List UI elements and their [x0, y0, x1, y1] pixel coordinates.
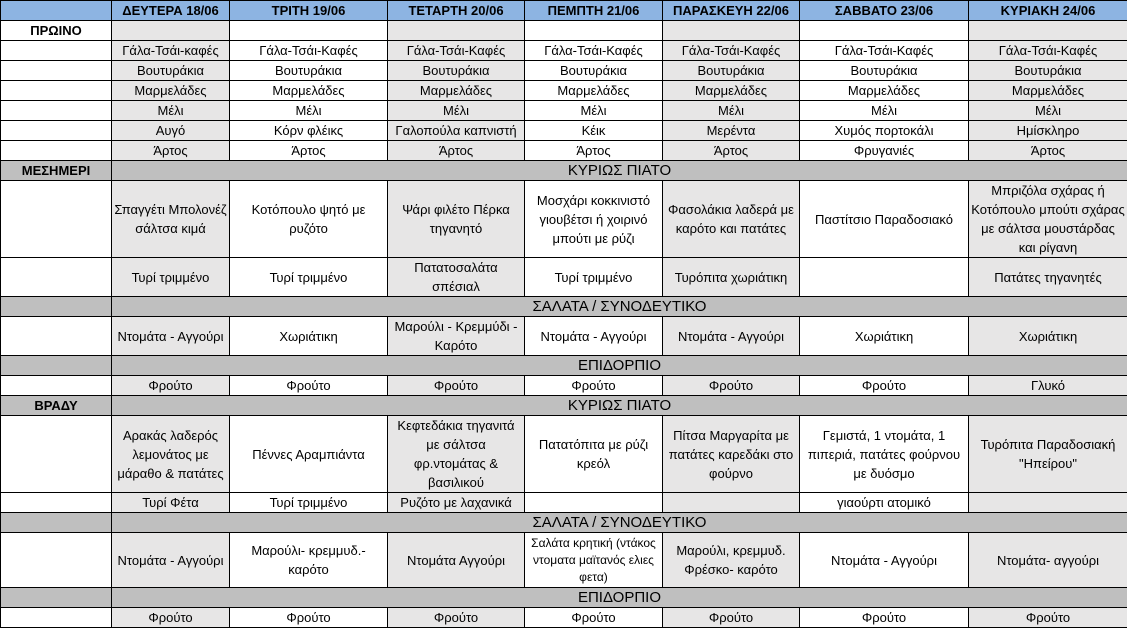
menu-cell: Χωριάτικη	[800, 317, 969, 356]
row-label-empty	[1, 376, 112, 396]
dinner-main-header-row	[1, 396, 1127, 416]
menu-cell: Τυρόπιτα χωριάτικη	[663, 258, 800, 297]
menu-cell: Φρυγανιές	[800, 141, 969, 161]
menu-cell: Πίτσα Μαργαρίτα με πατάτες καρεδάκι στο φούρνο	[663, 416, 800, 493]
menu-cell: Αυγό	[112, 121, 230, 141]
menu-cell: Φρούτο	[230, 608, 388, 628]
row-label-empty	[1, 61, 112, 81]
menu-cell: Γάλα-Τσάι-Καφές	[525, 41, 663, 61]
lunch-main-row	[1, 181, 1127, 258]
row-label-empty	[1, 81, 112, 101]
row-label-empty	[1, 493, 112, 513]
menu-cell	[969, 493, 1127, 513]
day-header: ΣΑΒΒΑΤΟ 23/06	[800, 1, 969, 21]
menu-cell: Άρτος	[388, 141, 525, 161]
breakfast-row	[1, 121, 1127, 141]
menu-cell: Άρτος	[525, 141, 663, 161]
menu-cell: Φρούτο	[388, 608, 525, 628]
menu-cell: Μαρούλι- κρεμμυδ.- καρότο	[230, 533, 388, 588]
section-header-dessert: ΕΠΙΔΟΡΠΙΟ	[112, 356, 1127, 376]
dinner-main-row	[1, 416, 1127, 493]
menu-cell: Μαρμελάδες	[525, 81, 663, 101]
menu-cell: Τυρόπιτα Παραδοσιακή "Ηπείρου"	[969, 416, 1127, 493]
menu-cell: Βουτυράκια	[663, 61, 800, 81]
menu-cell: Μέλι	[969, 101, 1127, 121]
menu-cell: Ντομάτα- αγγούρι	[969, 533, 1127, 588]
menu-cell: Σπαγγέτι Μπολονέζ σάλτσα κιμά	[112, 181, 230, 258]
row-label-empty	[1, 356, 112, 376]
section-header-salad: ΣΑΛΑΤΑ / ΣΥΝΟΔΕΥΤΙΚΟ	[112, 513, 1127, 533]
header-row	[1, 1, 1127, 21]
breakfast-row	[1, 81, 1127, 101]
menu-cell: Μαρμελάδες	[230, 81, 388, 101]
menu-cell: Πατάτες τηγανητές	[969, 258, 1127, 297]
menu-cell: Τυρί τριμμένο	[112, 258, 230, 297]
breakfast-label-row	[1, 21, 1127, 41]
menu-cell: Τυρί τριμμένο	[525, 258, 663, 297]
breakfast-label: ΠΡΩΙΝΟ	[1, 21, 112, 41]
row-label-empty	[1, 181, 112, 258]
day-header: ΠΑΡΑΣΚΕΥΗ 22/06	[663, 1, 800, 21]
menu-cell: Γάλα-Τσάι-Καφές	[969, 41, 1127, 61]
menu-cell: Χωριάτικη	[230, 317, 388, 356]
menu-cell: Φρούτο	[800, 376, 969, 396]
menu-cell: Ντομάτα Αγγούρι	[388, 533, 525, 588]
row-label-empty	[1, 297, 112, 317]
menu-cell: Φασολάκια λαδερά με καρότο και πατάτες	[663, 181, 800, 258]
menu-cell: Αρακάς λαδερός λεμονάτος με μάραθο & πατάτες	[112, 416, 230, 493]
menu-cell: Άρτος	[663, 141, 800, 161]
row-label-empty	[1, 141, 112, 161]
menu-cell: Ρυζότο με λαχανικά	[388, 493, 525, 513]
menu-cell: Βουτυράκια	[800, 61, 969, 81]
row-label-empty	[1, 588, 112, 608]
menu-cell: Φρούτο	[969, 608, 1127, 628]
menu-cell	[663, 493, 800, 513]
menu-cell: Φρούτο	[230, 376, 388, 396]
menu-cell: Μέλι	[112, 101, 230, 121]
menu-cell: Άρτος	[112, 141, 230, 161]
menu-cell: Άρτος	[969, 141, 1127, 161]
menu-cell: Γλυκό	[969, 376, 1127, 396]
menu-cell: Χωριάτικη	[969, 317, 1127, 356]
row-label-empty	[1, 533, 112, 588]
lunch-salad-row	[1, 317, 1127, 356]
menu-cell: Άρτος	[230, 141, 388, 161]
lunch-label: ΜΕΣΗΜΕΡΙ	[1, 161, 112, 181]
dinner-side-row	[1, 493, 1127, 513]
dinner-salad-header-row	[1, 513, 1127, 533]
menu-cell: Ντομάτα - Αγγούρι	[525, 317, 663, 356]
row-label-empty	[1, 121, 112, 141]
menu-cell: Μαρούλι - Κρεμμύδι - Καρότο	[388, 317, 525, 356]
menu-cell: Βουτυράκια	[388, 61, 525, 81]
menu-cell	[525, 493, 663, 513]
lunch-side-row	[1, 258, 1127, 297]
row-label-empty	[1, 416, 112, 493]
menu-cell: Βουτυράκια	[525, 61, 663, 81]
empty-cell	[230, 21, 388, 41]
menu-cell: Πέννες Αραμπιάντα	[230, 416, 388, 493]
section-header-dessert: ΕΠΙΔΟΡΠΙΟ	[112, 588, 1127, 608]
menu-cell: Κοτόπουλο ψητό με ρυζότο	[230, 181, 388, 258]
menu-cell: Μαρούλι, κρεμμυδ. Φρέσκο- καρότο	[663, 533, 800, 588]
menu-cell: Φρούτο	[112, 376, 230, 396]
menu-cell: γιαούρτι ατομικό	[800, 493, 969, 513]
menu-cell: Ημίσκληρο	[969, 121, 1127, 141]
menu-cell: Μαρμελάδες	[800, 81, 969, 101]
menu-cell: Κόρν φλέικς	[230, 121, 388, 141]
menu-cell: Βουτυράκια	[112, 61, 230, 81]
menu-cell: Ντομάτα - Αγγούρι	[112, 317, 230, 356]
row-label-empty	[1, 41, 112, 61]
menu-cell: Πατατοσαλάτα σπέσιαλ	[388, 258, 525, 297]
menu-cell: Μαρμελάδες	[663, 81, 800, 101]
empty-cell	[800, 21, 969, 41]
empty-cell	[663, 21, 800, 41]
menu-cell: Γάλα-Τσάι-Καφές	[388, 41, 525, 61]
section-header-main: ΚΥΡΙΩΣ ΠΙΑΤΟ	[112, 396, 1127, 416]
menu-cell: Μπριζόλα σχάρας ή Κοτόπουλο μπούτι σχάρας με σάλτσα μουστάρδας και ρίγανη	[969, 181, 1127, 258]
menu-cell: Βουτυράκια	[230, 61, 388, 81]
menu-cell: Τυρί τριμμένο	[230, 258, 388, 297]
menu-cell: Μέλι	[388, 101, 525, 121]
menu-cell: Γαλοπούλα καπνιστή	[388, 121, 525, 141]
menu-cell: Βουτυράκια	[969, 61, 1127, 81]
breakfast-row	[1, 61, 1127, 81]
dinner-salad-row	[1, 533, 1127, 588]
menu-cell: Χυμός πορτοκάλι	[800, 121, 969, 141]
menu-cell: Κέικ	[525, 121, 663, 141]
lunch-dessert-row	[1, 376, 1127, 396]
menu-cell: Ψάρι φιλέτο Πέρκα τηγανητό	[388, 181, 525, 258]
menu-cell: Φρούτο	[663, 608, 800, 628]
menu-cell: Κεφτεδάκια τηγανιτά με σάλτσα φρ.ντομάτας & βασιλικού	[388, 416, 525, 493]
empty-cell	[525, 21, 663, 41]
day-header: ΔΕΥΤΕΡΑ 18/06	[112, 1, 230, 21]
menu-cell: Μερέντα	[663, 121, 800, 141]
menu-cell: Φρούτο	[525, 608, 663, 628]
menu-cell: Τυρί τριμμένο	[230, 493, 388, 513]
row-label-empty	[1, 317, 112, 356]
section-header-salad: ΣΑΛΑΤΑ / ΣΥΝΟΔΕΥΤΙΚΟ	[112, 297, 1127, 317]
breakfast-row	[1, 41, 1127, 61]
menu-cell: Μαρμελάδες	[969, 81, 1127, 101]
menu-cell: Μαρμελάδες	[112, 81, 230, 101]
menu-cell: Φρούτο	[663, 376, 800, 396]
lunch-main-header-row	[1, 161, 1127, 181]
menu-cell: Μέλι	[230, 101, 388, 121]
menu-cell: Γάλα-Τσάι-Καφές	[230, 41, 388, 61]
row-label-empty	[1, 608, 112, 628]
menu-cell: Πατατόπιτα με ρύζι κρεόλ	[525, 416, 663, 493]
row-label-empty	[1, 258, 112, 297]
menu-cell: Ντομάτα - Αγγούρι	[112, 533, 230, 588]
lunch-salad-header-row	[1, 297, 1127, 317]
menu-cell: Φρούτο	[800, 608, 969, 628]
dinner-dessert-row	[1, 608, 1127, 628]
menu-cell: Μαρμελάδες	[388, 81, 525, 101]
menu-cell: Φρούτο	[388, 376, 525, 396]
row-label-empty	[1, 513, 112, 533]
breakfast-row	[1, 141, 1127, 161]
day-header: ΤΡΙΤΗ 19/06	[230, 1, 388, 21]
menu-cell: Παστίτσιο Παραδοσιακό	[800, 181, 969, 258]
menu-cell: Γάλα-Τσάι-Καφές	[663, 41, 800, 61]
menu-cell: Ντομάτα - Αγγούρι	[800, 533, 969, 588]
menu-cell: Μοσχάρι κοκκινιστό γιουβέτσι ή χοιρινό μπούτι με ρύζι	[525, 181, 663, 258]
day-header: ΚΥΡΙΑΚΗ 24/06	[969, 1, 1127, 21]
day-header: ΤΕΤΑΡΤΗ 20/06	[388, 1, 525, 21]
dinner-label: ΒΡΑΔΥ	[1, 396, 112, 416]
menu-cell: Σαλάτα κρητική (ντάκος ντοματα μαϊτανός ελιες φετα)	[525, 533, 663, 588]
empty-cell	[388, 21, 525, 41]
day-header: ΠΕΜΠΤΗ 21/06	[525, 1, 663, 21]
menu-cell: Γάλα-Τσάι-Καφές	[800, 41, 969, 61]
menu-cell: Μέλι	[663, 101, 800, 121]
menu-cell: Φρούτο	[112, 608, 230, 628]
menu-cell: Ντομάτα - Αγγούρι	[663, 317, 800, 356]
menu-cell: Τυρί Φέτα	[112, 493, 230, 513]
menu-cell: Γάλα-Τσάι-καφές	[112, 41, 230, 61]
dinner-dessert-header-row	[1, 588, 1127, 608]
corner-cell	[1, 1, 112, 21]
section-header-main: ΚΥΡΙΩΣ ΠΙΑΤΟ	[112, 161, 1127, 181]
empty-cell	[969, 21, 1127, 41]
menu-cell	[800, 258, 969, 297]
breakfast-row	[1, 101, 1127, 121]
row-label-empty	[1, 101, 112, 121]
menu-cell: Φρούτο	[525, 376, 663, 396]
menu-cell: Μέλι	[800, 101, 969, 121]
menu-cell: Μέλι	[525, 101, 663, 121]
menu-cell: Γεμιστά, 1 ντομάτα, 1 πιπεριά, πατάτες φούρνου με δυόσμο	[800, 416, 969, 493]
empty-cell	[112, 21, 230, 41]
lunch-dessert-header-row	[1, 356, 1127, 376]
